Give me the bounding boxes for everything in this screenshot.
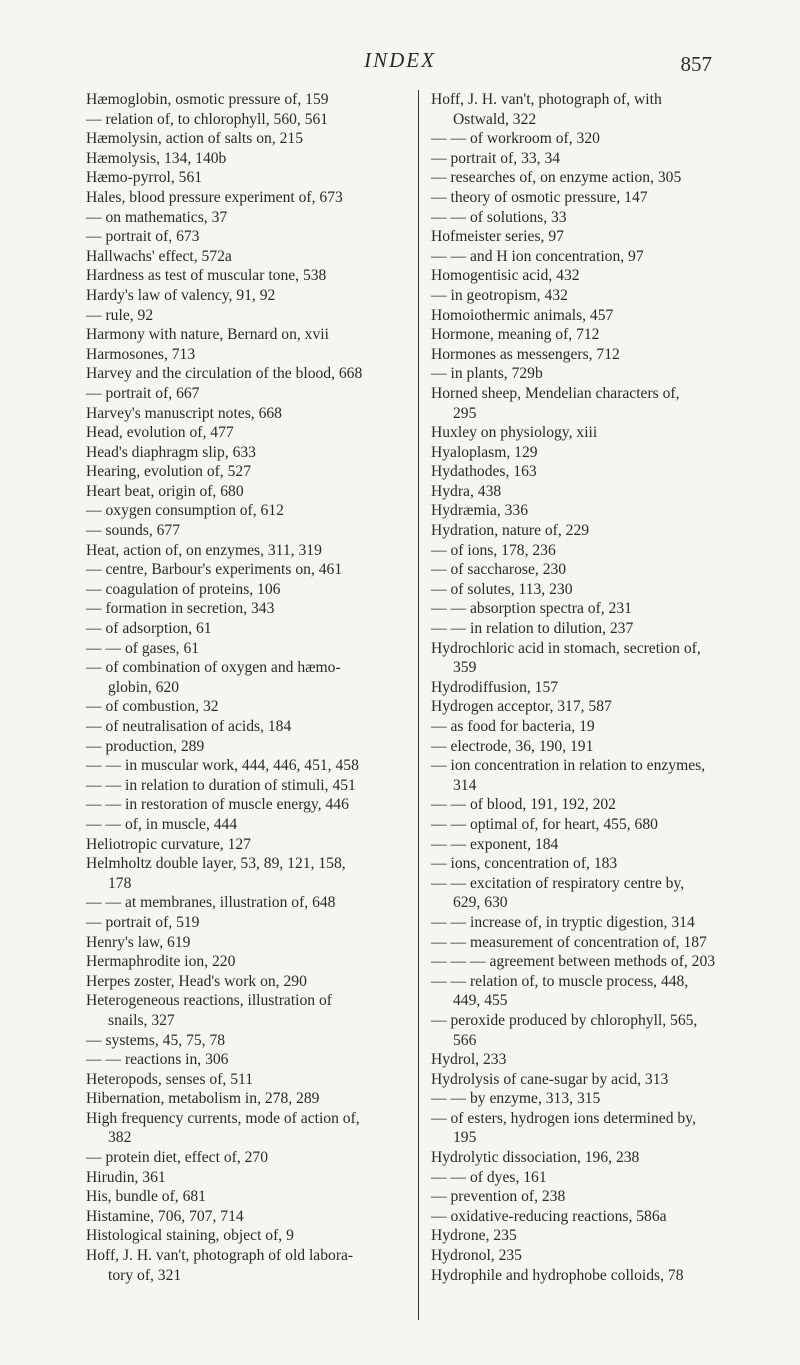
index-entry bbox=[431, 384, 777, 423]
index-entry-text: Hydration, nature of, 229 bbox=[431, 522, 590, 540]
index-entry-text: Homoiothermic animals, 457 bbox=[431, 306, 614, 324]
index-entry bbox=[86, 952, 426, 972]
index-entry bbox=[86, 913, 426, 933]
index-entry-text: Hydathodes, 163 bbox=[431, 463, 537, 481]
index-entry-text: Hydrone, 235 bbox=[431, 1227, 517, 1245]
index-entry-text: — portrait of, 33, 34 bbox=[431, 149, 561, 167]
index-entry-text: — in geotropism, 432 bbox=[431, 286, 568, 304]
index-entry bbox=[86, 521, 426, 541]
index-entry-text: — oxygen consumption of, 612 bbox=[86, 502, 284, 520]
index-entry bbox=[431, 208, 777, 228]
index-entry bbox=[86, 286, 426, 306]
index-entry bbox=[431, 443, 777, 463]
index-entry bbox=[86, 658, 426, 697]
index-entry bbox=[431, 913, 777, 933]
index-entry bbox=[86, 815, 426, 835]
index-entry bbox=[86, 208, 426, 228]
index-entry bbox=[431, 168, 777, 188]
index-entry-text: Head's diaphragm slip, 633 bbox=[86, 443, 256, 461]
index-entry-continuation: Ostwald, 322 bbox=[453, 110, 537, 128]
index-entry-continuation: 195 bbox=[453, 1129, 477, 1147]
index-entry-text: — in plants, 729b bbox=[431, 365, 543, 383]
index-entry bbox=[431, 188, 777, 208]
index-entry bbox=[431, 247, 777, 267]
index-entry-text: — ions, concentration of, 183 bbox=[431, 855, 618, 873]
index-entry bbox=[86, 1207, 426, 1227]
index-entry bbox=[86, 776, 426, 796]
index-entry bbox=[431, 795, 777, 815]
index-entry-text: — of ions, 178, 236 bbox=[431, 541, 556, 559]
index-entry-continuation: 629, 630 bbox=[453, 894, 508, 912]
index-entry-text: Hæmolysin, action of salts on, 215 bbox=[86, 130, 304, 148]
index-entry bbox=[86, 1226, 426, 1246]
index-entry-text: — portrait of, 667 bbox=[86, 384, 200, 402]
index-entry bbox=[86, 345, 426, 365]
index-entry-text: Harvey's manuscript notes, 668 bbox=[86, 404, 282, 422]
index-entry-continuation: 449, 455 bbox=[453, 992, 508, 1010]
index-entry-text: — relation of, to chlorophyll, 560, 561 bbox=[86, 110, 329, 128]
index-entry bbox=[86, 1031, 426, 1051]
index-entry bbox=[431, 697, 777, 717]
index-column-right bbox=[431, 90, 777, 1285]
index-entry bbox=[431, 972, 777, 1011]
index-entry bbox=[86, 168, 426, 188]
index-entry bbox=[431, 1187, 777, 1207]
index-entry bbox=[86, 1148, 426, 1168]
index-entry bbox=[86, 110, 426, 130]
index-entry bbox=[86, 580, 426, 600]
index-entry bbox=[86, 266, 426, 286]
index-entry-text: — rule, 92 bbox=[86, 306, 154, 324]
index-entry-text: Hydrolytic dissociation, 196, 238 bbox=[431, 1149, 640, 1167]
index-entry-text: — of combination of oxygen and hæmo- bbox=[86, 659, 341, 677]
index-entry bbox=[431, 325, 777, 345]
index-entry bbox=[86, 501, 426, 521]
index-entry bbox=[86, 1050, 426, 1070]
index-entry-text: — — of blood, 191, 192, 202 bbox=[431, 796, 616, 814]
index-entry-text: Herpes zoster, Head's work on, 290 bbox=[86, 972, 307, 990]
index-entry-text: — — relation of, to muscle process, 448, bbox=[431, 972, 689, 990]
index-entry-text: Hydrodiffusion, 157 bbox=[431, 678, 559, 696]
index-entry-text: — — and H ion concentration, 97 bbox=[431, 247, 644, 265]
index-entry-text: Hæmolysis, 134, 140b bbox=[86, 149, 227, 167]
page-number: 857 bbox=[680, 52, 712, 76]
index-entry bbox=[431, 482, 777, 502]
index-entry-text: — — of, in muscle, 444 bbox=[86, 815, 238, 833]
index-entry bbox=[86, 227, 426, 247]
index-entry-continuation: 314 bbox=[453, 776, 477, 794]
index-entry-text: — formation in secretion, 343 bbox=[86, 600, 275, 618]
index-entry-text: — — increase of, in tryptic digestion, 314 bbox=[431, 913, 695, 931]
index-entry bbox=[86, 1246, 426, 1285]
index-entry-text: — — optimal of, for heart, 455, 680 bbox=[431, 815, 658, 833]
index-entry bbox=[431, 1246, 777, 1266]
index-entry bbox=[86, 854, 426, 893]
index-entry-text: — as food for bacteria, 19 bbox=[431, 718, 595, 735]
running-title: INDEX bbox=[364, 48, 436, 72]
index-entry-text: Hoff, J. H. van't, photograph of old labora- bbox=[86, 1247, 354, 1265]
index-entry bbox=[431, 835, 777, 855]
index-entry-text: Heterogeneous reactions, illustration of bbox=[86, 992, 332, 1010]
index-entry bbox=[86, 325, 426, 345]
index-entry-text: — production, 289 bbox=[86, 737, 205, 755]
index-entry-text: Hydrochloric acid in stomach, secretion of, bbox=[431, 639, 701, 657]
index-entry bbox=[86, 1070, 426, 1090]
index-entry bbox=[431, 599, 777, 619]
index-entry bbox=[431, 1011, 777, 1050]
index-column-left bbox=[86, 90, 426, 1285]
index-entry bbox=[431, 541, 777, 561]
index-entry-continuation: 295 bbox=[453, 404, 477, 422]
index-entry-continuation: 566 bbox=[453, 1031, 477, 1049]
index-entry bbox=[431, 874, 777, 913]
index-entry-text: — electrode, 36, 190, 191 bbox=[431, 737, 594, 755]
index-entry bbox=[86, 835, 426, 855]
index-entry bbox=[431, 345, 777, 365]
index-entry-text: — of adsorption, 61 bbox=[86, 620, 212, 638]
index-entry bbox=[431, 227, 777, 247]
index-entry-text: — theory of osmotic pressure, 147 bbox=[431, 188, 648, 206]
index-entry-text: — — in relation to duration of stimuli, 451 bbox=[86, 776, 356, 794]
index-entry bbox=[431, 462, 777, 482]
index-entry-text: — — of gases, 61 bbox=[86, 639, 200, 657]
index-entry bbox=[431, 815, 777, 835]
index-entry-text: Heart beat, origin of, 680 bbox=[86, 482, 244, 500]
index-entry-text: Hæmo-pyrrol, 561 bbox=[86, 169, 203, 187]
index-entry bbox=[86, 972, 426, 992]
index-entry bbox=[86, 639, 426, 659]
index-entry bbox=[86, 933, 426, 953]
index-entry-text: — of combustion, 32 bbox=[86, 698, 219, 716]
index-entry bbox=[431, 129, 777, 149]
index-entry bbox=[86, 129, 426, 149]
index-entry bbox=[431, 717, 777, 737]
index-entry bbox=[86, 482, 426, 502]
index-entry bbox=[86, 697, 426, 717]
index-entry bbox=[431, 580, 777, 600]
index-entry bbox=[431, 286, 777, 306]
index-entry-text: Hermaphrodite ion, 220 bbox=[86, 953, 236, 971]
index-entry bbox=[431, 423, 777, 443]
index-entry bbox=[86, 1168, 426, 1188]
index-entry bbox=[86, 462, 426, 482]
index-entry-text: Histamine, 706, 707, 714 bbox=[86, 1207, 244, 1225]
index-entry-text: — — of workroom of, 320 bbox=[431, 130, 600, 148]
index-entry-text: — — measurement of concentration of, 187 bbox=[431, 933, 707, 951]
index-entry-text: — — — agreement between methods of, 203 bbox=[431, 953, 716, 971]
index-entry-continuation: 359 bbox=[453, 659, 477, 677]
index-entry bbox=[86, 1187, 426, 1207]
index-entry-text: — sounds, 677 bbox=[86, 522, 181, 540]
index-entry bbox=[431, 1266, 777, 1286]
index-entry bbox=[431, 306, 777, 326]
index-entry bbox=[431, 90, 777, 129]
index-entry-text: — of solutes, 113, 230 bbox=[431, 580, 573, 598]
index-entry-text: — protein diet, effect of, 270 bbox=[86, 1149, 269, 1167]
index-entry bbox=[86, 541, 426, 561]
index-entry-text: — centre, Barbour's experiments on, 461 bbox=[86, 561, 343, 579]
index-entry-text: Heteropods, senses of, 511 bbox=[86, 1070, 254, 1088]
index-entry bbox=[86, 443, 426, 463]
index-entry-text: Hormones as messengers, 712 bbox=[431, 345, 620, 363]
index-entry-text: Head, evolution of, 477 bbox=[86, 424, 234, 442]
index-entry-text: — on mathematics, 37 bbox=[86, 208, 228, 226]
index-entry-text: — of esters, hydrogen ions determined by, bbox=[431, 1109, 696, 1127]
index-entry bbox=[431, 521, 777, 541]
index-entry bbox=[431, 266, 777, 286]
index-entry-text: Henry's law, 619 bbox=[86, 933, 191, 951]
index-entry-text: — coagulation of proteins, 106 bbox=[86, 580, 281, 598]
page-header bbox=[0, 38, 800, 78]
index-entry-text: — of saccharose, 230 bbox=[431, 561, 567, 579]
index-entry-continuation: tory of, 321 bbox=[108, 1266, 182, 1284]
index-entry-text: Hydronol, 235 bbox=[431, 1247, 522, 1265]
index-entry bbox=[431, 1089, 777, 1109]
index-entry bbox=[86, 1109, 426, 1148]
index-entry-text: His, bundle of, 681 bbox=[86, 1188, 206, 1206]
index-entry bbox=[431, 364, 777, 384]
index-entry-text: — peroxide produced by chlorophyll, 565, bbox=[431, 1011, 698, 1029]
column-divider bbox=[418, 90, 419, 1320]
index-entry-text: Huxley on physiology, xiii bbox=[431, 424, 598, 442]
index-entry-text: Histological staining, object of, 9 bbox=[86, 1227, 294, 1245]
index-entry bbox=[431, 560, 777, 580]
index-entry-text: — prevention of, 238 bbox=[431, 1188, 566, 1206]
index-entry-text: — — at membranes, illustration of, 648 bbox=[86, 894, 336, 912]
index-entry-text: Hardness as test of muscular tone, 538 bbox=[86, 267, 327, 285]
index-entry bbox=[86, 404, 426, 424]
index-entry-text: Hibernation, metabolism in, 278, 289 bbox=[86, 1090, 320, 1108]
index-entry-text: — of neutralisation of acids, 184 bbox=[86, 718, 292, 735]
index-entry bbox=[431, 756, 777, 795]
index-entry-text: Hydrogen acceptor, 317, 587 bbox=[431, 698, 612, 716]
index-entry bbox=[431, 933, 777, 953]
index-entry-text: Hæmoglobin, osmotic pressure of, 159 bbox=[86, 91, 329, 108]
index-entry-text: Homogentisic acid, 432 bbox=[431, 267, 580, 285]
index-entry-continuation: 178 bbox=[108, 874, 132, 892]
index-entry-text: Heliotropic curvature, 127 bbox=[86, 835, 251, 853]
index-entry-text: Hydra, 438 bbox=[431, 482, 502, 500]
index-entry bbox=[431, 639, 777, 678]
index-entry bbox=[431, 1207, 777, 1227]
index-entry-text: — — excitation of respiratory centre by, bbox=[431, 874, 685, 892]
index-entry bbox=[86, 737, 426, 757]
index-entry bbox=[86, 893, 426, 913]
index-entry-text: Harvey and the circulation of the blood, 668 bbox=[86, 365, 363, 383]
index-entry-text: Harmony with nature, Bernard on, xvii bbox=[86, 326, 329, 344]
index-entry-text: Helmholtz double layer, 53, 89, 121, 158, bbox=[86, 855, 346, 873]
index-entry-text: Hales, blood pressure experiment of, 673 bbox=[86, 188, 343, 206]
index-entry bbox=[431, 501, 777, 521]
index-entry bbox=[431, 1226, 777, 1246]
index-entry bbox=[431, 737, 777, 757]
index-entry-text: Hydræmia, 336 bbox=[431, 502, 529, 520]
index-entry bbox=[86, 188, 426, 208]
index-entry bbox=[86, 795, 426, 815]
index-entry bbox=[86, 247, 426, 267]
index-entry-text: Hydrol, 233 bbox=[431, 1051, 507, 1069]
index-entry-continuation: globin, 620 bbox=[108, 678, 180, 696]
index-entry bbox=[431, 1168, 777, 1188]
index-entry bbox=[86, 717, 426, 737]
index-entry-text: Heat, action of, on enzymes, 311, 319 bbox=[86, 541, 322, 559]
index-entry bbox=[431, 1109, 777, 1148]
index-entry bbox=[86, 619, 426, 639]
index-entry-text: Hydrolysis of cane-sugar by acid, 313 bbox=[431, 1070, 669, 1088]
index-entry-text: Hyaloplasm, 129 bbox=[431, 443, 538, 461]
index-entry bbox=[431, 678, 777, 698]
index-entry-text: Hydrophile and hydrophobe colloids, 78 bbox=[431, 1266, 684, 1284]
index-entry-text: — — in muscular work, 444, 446, 451, 458 bbox=[86, 757, 359, 775]
index-entry bbox=[86, 384, 426, 404]
index-entry bbox=[86, 90, 426, 110]
index-entry bbox=[86, 364, 426, 384]
index-entry-text: Hirudin, 361 bbox=[86, 1168, 166, 1186]
index-entry-text: — — absorption spectra of, 231 bbox=[431, 600, 632, 618]
index-entry bbox=[431, 854, 777, 874]
index-entry bbox=[431, 149, 777, 169]
index-entry bbox=[86, 423, 426, 443]
index-entry-text: High frequency currents, mode of action of, bbox=[86, 1109, 360, 1127]
index-entry-continuation: 382 bbox=[108, 1129, 132, 1147]
index-entry-text: Hoff, J. H. van't, photograph of, with bbox=[431, 91, 662, 108]
index-entry bbox=[431, 1148, 777, 1168]
index-entry-text: — oxidative-reducing reactions, 586a bbox=[431, 1207, 667, 1225]
index-entry bbox=[86, 991, 426, 1030]
index-entry-text: — systems, 45, 75, 78 bbox=[86, 1031, 226, 1049]
index-entry bbox=[431, 619, 777, 639]
index-entry-continuation: snails, 327 bbox=[108, 1011, 175, 1029]
index-entry bbox=[86, 756, 426, 776]
index-entry bbox=[86, 1089, 426, 1109]
index-entry bbox=[86, 149, 426, 169]
index-entry-text: — portrait of, 673 bbox=[86, 228, 200, 246]
index-entry-text: — researches of, on enzyme action, 305 bbox=[431, 169, 682, 187]
index-entry-text: Horned sheep, Mendelian characters of, bbox=[431, 384, 680, 402]
index-entry bbox=[86, 306, 426, 326]
index-entry-text: — ion concentration in relation to enzymes, bbox=[431, 757, 706, 775]
index-entry-text: — — exponent, 184 bbox=[431, 835, 559, 853]
index-entry-text: Hardy's law of valency, 91, 92 bbox=[86, 286, 276, 304]
index-entry bbox=[86, 599, 426, 619]
index-entry-text: Hofmeister series, 97 bbox=[431, 228, 564, 246]
index-entry-text: — portrait of, 519 bbox=[86, 913, 200, 931]
index-entry-text: Hormone, meaning of, 712 bbox=[431, 326, 600, 344]
index-entry-text: — — in relation to dilution, 237 bbox=[431, 620, 634, 638]
index-entry bbox=[86, 560, 426, 580]
index-entry-text: — — of solutions, 33 bbox=[431, 208, 567, 226]
index-entry bbox=[431, 1070, 777, 1090]
index-entry-text: Harmosones, 713 bbox=[86, 345, 196, 363]
index-entry-text: Hearing, evolution of, 527 bbox=[86, 463, 251, 481]
index-entry bbox=[431, 952, 777, 972]
index-entry-text: Hallwachs' effect, 572a bbox=[86, 247, 232, 265]
index-entry-text: — — of dyes, 161 bbox=[431, 1168, 547, 1186]
index-entry bbox=[431, 1050, 777, 1070]
index-entry-text: — — in restoration of muscle energy, 446 bbox=[86, 796, 349, 814]
index-entry-text: — — reactions in, 306 bbox=[86, 1051, 229, 1069]
index-entry-text: — — by enzyme, 313, 315 bbox=[431, 1090, 601, 1108]
